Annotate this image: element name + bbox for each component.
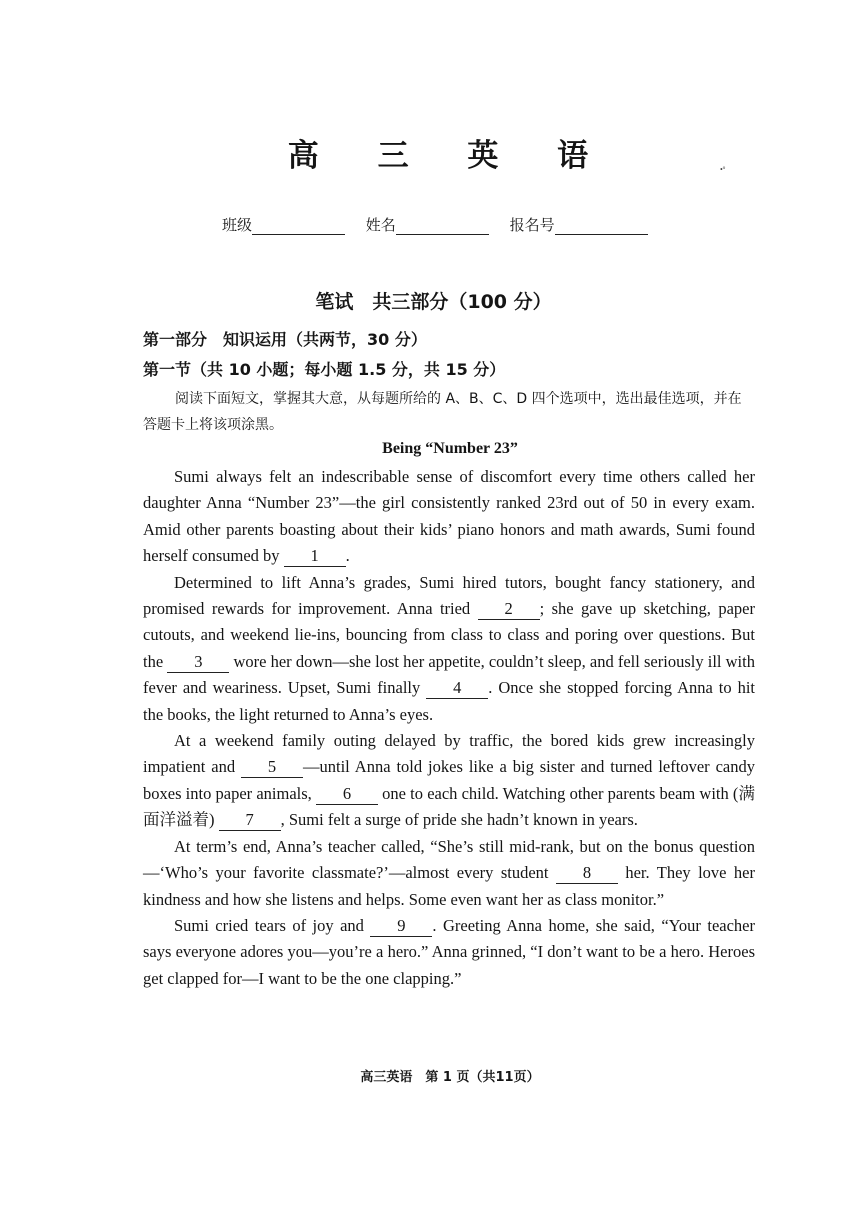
paragraph-text: At a weekend family outing delayed by traffic, the bored kids grew increasingly impatient and bbox=[143, 731, 755, 777]
name-label: 姓名 bbox=[365, 216, 396, 234]
paragraph-text: . Greeting Anna home, she said, “Your teacher says everyone adores you—you’re a hero.” Anna grinned, “I don’t want to be a hero. Heroes get clapped for—I want to be the one clapping.” bbox=[143, 915, 755, 988]
paragraph-3 bbox=[143, 728, 755, 834]
paragraph-text: Sumi always felt an indescribable sense of discomfort every time others called her daughter Anna “Number 23”—the girl consistently ranked 23rd out of 50 in every exam. Amid other parents boasting about their kids’ piano honors and math awards, Sumi found herself consumed by bbox=[143, 467, 755, 566]
student-info-row bbox=[222, 214, 682, 235]
blank-2: 2 bbox=[478, 599, 540, 620]
blank-3: 3 bbox=[167, 652, 229, 673]
paragraph-5 bbox=[143, 913, 755, 992]
paragraph-text: —until Anna told jokes like a big sister and turned leftover candy boxes into paper animals, bbox=[143, 757, 755, 803]
exam-title: 高 三 英 语 bbox=[287, 138, 613, 174]
registration-field bbox=[510, 214, 648, 235]
blank-4: 4 bbox=[426, 678, 488, 699]
paragraph-text: . bbox=[345, 546, 350, 566]
paragraph-text: her. They love her kindness and how she listens and helps. Some even want her as class monitor.” bbox=[143, 863, 755, 909]
paragraph-text: one to each child. Watching other parents beam with (满面洋溢着) bbox=[143, 783, 755, 830]
paragraph-text: , Sumi felt a surge of pride she hadn’t known in years. bbox=[280, 810, 638, 830]
paragraph-2 bbox=[143, 570, 755, 728]
blank-9: 9 bbox=[370, 916, 432, 937]
passage-title: Being “Number 23” bbox=[382, 440, 518, 457]
registration-label: 报名号 bbox=[509, 216, 555, 234]
class-field bbox=[222, 214, 345, 235]
page-footer: 高三英语 第 1 页（共11页） bbox=[360, 1070, 540, 1085]
blank-8: 8 bbox=[556, 863, 618, 884]
blank-5: 5 bbox=[241, 757, 303, 778]
class-label: 班级 bbox=[222, 216, 253, 234]
subsection-heading: 第一节（共 10 小题；每小题 1.5 分，共 15 分） bbox=[143, 360, 506, 379]
blank-1: 1 bbox=[284, 546, 346, 567]
paragraph-text: Determined to lift Anna’s grades, Sumi hired tutors, bought fancy stationery, and promised rewards for improvement. Anna tried bbox=[143, 572, 755, 619]
paragraph-text: . Once she stopped forcing Anna to hit the books, the light returned to Anna’s eyes. bbox=[143, 678, 755, 724]
part-heading: 第一部分 知识运用（共两节，30 分） bbox=[143, 330, 427, 349]
name-field bbox=[366, 214, 489, 235]
paragraph-text: Sumi cried tears of joy and bbox=[174, 915, 371, 935]
class-blank-line bbox=[252, 218, 345, 235]
instructions: 阅读下面短文，掌握其大意，从每题所给的 A、B、C、D 四个选项中，选出最佳选项，并在答题卡上将该项涂黑。 bbox=[143, 391, 742, 433]
name-blank-line bbox=[396, 218, 489, 235]
blank-6: 6 bbox=[316, 784, 378, 805]
paragraph-1 bbox=[143, 464, 755, 570]
registration-blank-line bbox=[555, 218, 648, 235]
scan-mark: •º bbox=[720, 165, 726, 174]
blank-7: 7 bbox=[219, 810, 281, 831]
paragraph-text: wore her down—she lost her appetite, couldn’t sleep, and fell seriously ill with fever and weariness. Upset, Sumi finally bbox=[143, 651, 755, 698]
paragraph-text: ; she gave up sketching, paper cutouts, and weekend lie-ins, bouncing from class to class and poring over questions. But the bbox=[143, 599, 755, 671]
section-title: 笔试 共三部分（100 分） bbox=[315, 291, 552, 313]
passage-body bbox=[143, 464, 755, 992]
paragraph-text: At term’s end, Anna’s teacher called, “She’s still mid-rank, but on the bonus question—‘Who’s your favorite classmate?’—almost every student bbox=[143, 836, 755, 883]
paragraph-4 bbox=[143, 834, 755, 913]
